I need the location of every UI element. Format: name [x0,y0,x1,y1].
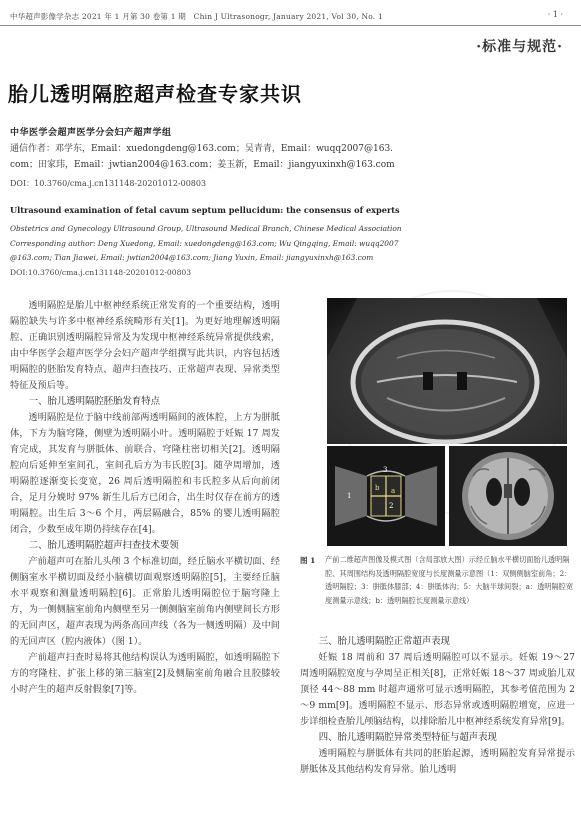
body-left-column [10,298,280,698]
paragraph-4: 妊娠 18 周前和 37 周后透明隔腔可以不显示。妊娠 19～27 周透明隔腔宽度与孕周呈正相关[8]，正常妊娠 18～37 周或胎儿双顶径 44～88 mm 时超声通常可显示透明隔腔，其参考值范围为 2～9 mm[9]。透明隔腔不显示、形态异常或透明隔腔增宽，应进一步详细检查胎儿颅脑结构，以排除胎儿中枢神经系统发育异常[9]。 [300,652,575,727]
section-tag: ·标准与规范· [476,39,563,55]
section-heading-4: 四、胎儿透明隔腔异常类型特征与超声表现 [318,732,497,743]
english-affiliation [10,222,575,266]
schematic-label-3: 3 [383,466,388,474]
english-line-1: Obstetrics and Gynecology Ultrasound Group, Ultrasound Medical Branch, Chinese Medical Association [10,224,402,233]
correspondence-line-2: com；田家玮，Email：jwtian2004@163.com；姜玉新，Email：jiangyuxinxh@163.com [10,160,395,170]
figure-label: 图 1 [300,556,316,565]
intro-paragraph: 透明隔腔是胎儿中枢神经系统正常发育的一个重要结构，透明隔腔缺失与许多中枢神经系统畸形有关[1]。为更好地理解透明隔腔、正确识别透明隔腔异常及为发现中枢神经系统异常提供线索，由中华医学会超声医学分会妇产超声学组撰写此共识，内容包括透明隔腔的胚胎发育特点、超声扫查技巧、正常超声表现、异常类型特征及预后等。 [10,300,280,391]
paragraph-3: 产前超声扫查时易将其他结构误认为透明隔腔，如透明隔腔下方的穹隆柱、扩张上移的第三脑室[2]及侧脑室前角融合且胶膝较小时产生的超声反射假象[7]等。 [10,652,280,695]
paragraph-1: 透明隔腔是位于脑中线前部两透明隔间的液体腔，上方为胼胝体，下方为脑穹隆，侧壁为透明隔小叶。透明隔腔于妊娠 17 周发育完成，其发育与胼胝体、前联合、穹隆柱密切相关[2]。透明隔腔向后延伸至室间孔，室间孔后方为韦氏腔[3]。随孕周增加，透明隔腔逐渐变长变宽，26 周后透明隔腔和韦氏腔多从后向前闭合，足月分娩时 97% 新生儿后方已闭合，出生时仅存在前方的透明隔腔。出生后 3～6 个月，两层隔融合，85% 的婴儿透明隔腔闭合，少数至成年期仍持续存在[4]。 [10,412,280,535]
english-line-2: Corresponding author: Deng Xuedong, Email: xuedongdeng@163.com; Wu Qingqing, Email: wuqq2007 [10,238,399,248]
paragraph-5: 透明隔腔与胼胝体有共同的胚胎起源，透明隔腔发育异常提示胼胝体及其他结构发育异常。胎儿透明 [300,748,575,775]
header-rule [0,25,581,26]
body-right-column [300,634,575,778]
section-heading-2: 二、胎儿透明隔腔超声扫查技术要领 [28,540,179,551]
figure-caption: 产前二维超声图像及模式图（含局部放大图）示经丘脑水平横切面胎儿透明隔腔、其周围结构及透明隔腔宽度与长度测量示意图（1：双侧侧脑室前角；2：透明隔腔；3：胼胝体膝部；4：胼胝体沟；5：大脑半球间裂；a：透明隔腔宽度测量示意线；b：透明隔腔长度测量示意线） [325,555,574,605]
english-title: Ultrasound examination of fetal cavum septum pellucidum: the consensus of experts [10,205,400,215]
doi: DOI：10.3760/cma.j.cn131148-20201012-00803 [10,179,207,188]
correspondence [10,141,570,173]
schematic-diagram [327,446,445,546]
schematic-label-2: 2 [389,502,394,510]
paragraph-2: 产前超声可在胎儿头颅 3 个标准切面，经丘脑水平横切面、经侧脑室水平横切面及经小脑横切面观察透明隔腔[5]，主要经丘脑水平观察和测量透明隔腔[6]。正常胎儿透明隔腔位于脑穹隆上方，为一侧侧脑室前角内侧壁至另一侧侧脑室前角内侧壁间长方形的无回声区，超声表现为两条高回声线（各为一侧透明隔）及中间的无回声区（腔内液体）（图 1）。 [10,556,280,647]
schematic-label-b: b [375,484,380,492]
page-number: · 1 · [547,10,563,19]
english-doi: DOI:10.3760/cma.j.cn131148-20201012-00803 [10,268,192,277]
correspondence-line-1: 通信作者：邓学东，Email：xuedongdeng@163.com；吴青青，Email：wuqq2007@163. [10,144,394,154]
schematic-label-1: 1 [347,492,352,500]
brain-section-image [449,446,567,546]
article-title: 胎儿透明隔腔超声检查专家共识 [8,82,302,106]
english-line-3: @163.com; Tian Jiawei, Email: jwtian2004@163.com; Jiang Yuxin, Email: jiangyuxinxh@163.com [10,253,374,263]
author-organization: 中华医学会超声医学分会妇产超声学组 [10,128,172,138]
ultrasound-image [327,298,567,444]
section-heading-1: 一、胎儿透明隔腔胚胎发育特点 [28,396,161,407]
section-heading-3: 三、胎儿透明隔腔正常超声表现 [318,636,451,647]
running-head: 中华超声影像学杂志 2021 年 1 月第 30 卷第 1 期 Chin J Ultrasonogr, January 2021, Vol 30, No. 1 [10,12,383,21]
schematic-label-a: a [391,487,396,495]
